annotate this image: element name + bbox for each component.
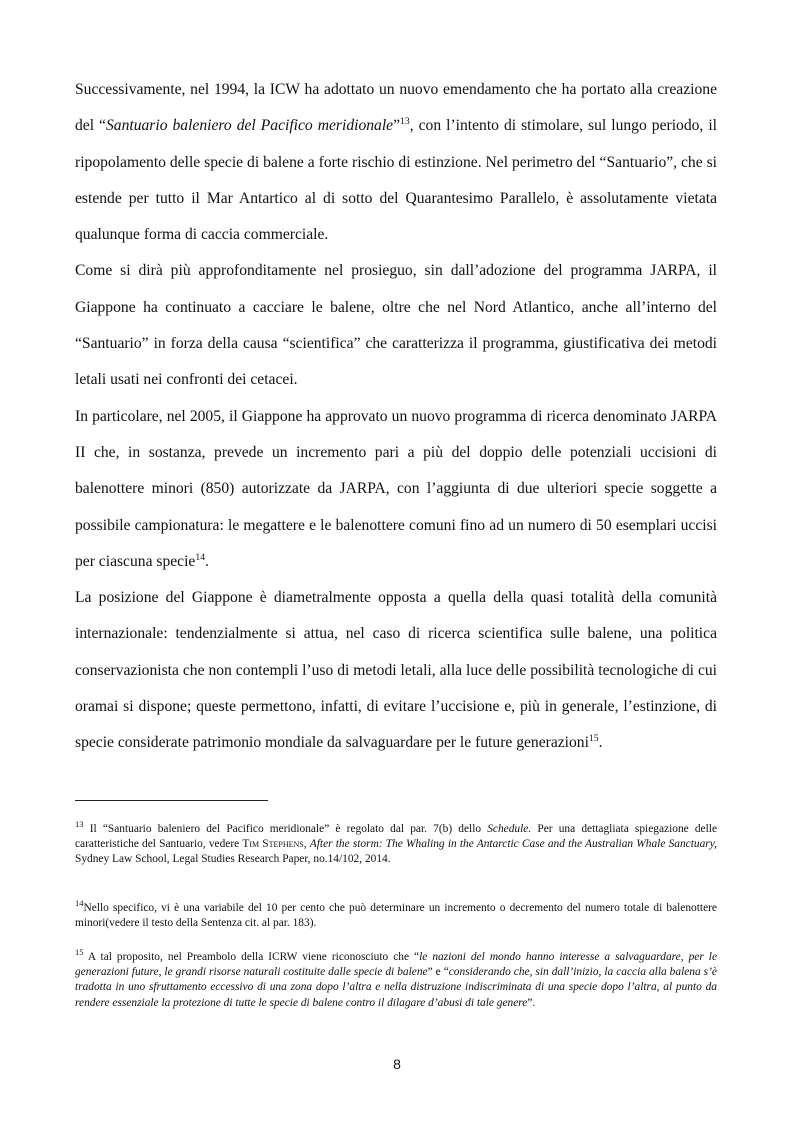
santuario-title: Santuario baleniero del Pacifico meridionale [105, 117, 394, 135]
footnote-separator [75, 800, 268, 801]
paragraph-4: La posizione del Giappone è diametralmente opposta a quella della quasi totalità della comunità internazionale: tendenzialmente si attua, nel caso di ricerca scientifica sulle balene, una politica conservazionista che non contempli l’uso di metodi letali, alla luce delle possibilità tecnologiche di cui oramai si dispone; queste permettono, infatti, di evitare l’uccisione e, più in generale, l’estinzione, di specie considerate patrimonio mondiale da salvaguardare per le future generazioni$^{15}$. [75, 589, 717, 752]
paragraph-2: Come si dirà più approfonditamente nel prosieguo, sin dall’adozione del programma JARPA, il Giappone ha continuato a cacciare le balene, oltre che nel Nord Atlantico, anche all’interno del “Santuario” in forza della causa “scientifica” che caratterizza il programma, giustificativa dei metodi letali usati nei confronti dei cetacei. [75, 262, 717, 389]
footnote-14: $^{14}$Nello specifico, vi è una variabile del 10 per cento che può determinare un incremento o decremento del numero totale di balenottere minori(vedere il testo della Sentenza cit. al par. 183). [75, 898, 717, 930]
paragraph-1: Successivamente, nel 1994, la ICW ha adottato un nuovo emendamento che ha portato alla creazione del “Santuario baleniero del Pacifico meridionale”$^{13}$, con l’intento di stimolare, sul lungo periodo, il ripopolamento delle specie di balene a forte rischio di estinzione. Nel perimetro del “Santuario”, che si estende per tutto il Mar Antartico al di sotto del Quarantesimo Parallelo, è assolutamente vietata qualunque forma di caccia commerciale. [75, 81, 717, 244]
footnote-15: $^{15}$ A tal proposito, nel Preambolo della ICRW viene riconosciuto che “le nazioni del mondo hanno interesse a salvaguardare, per le generazioni future, le grandi risorse naturali costituite dalle specie di balene” e “considerando che, sin dall’inizio, la caccia alla balena s’è tradotta in uno sfruttamento eccessivo di una zona dopo l’altra e nella distruzione indiscriminata di una specie dopo l’altra, al punto da rendere essenziale la protezione di tutte le specie di balene contro il dilagare d’abusi di tale genere”. [75, 947, 718, 1009]
footnote-ref-14[interactable]: 14 [195, 551, 206, 563]
page-number: 8 [393, 1056, 401, 1072]
footnote-ref-15[interactable]: 15 [588, 733, 599, 745]
footnote-ref-13[interactable]: 13 [400, 116, 410, 128]
footnote-number: 14 [75, 898, 84, 909]
footnote-13: $^{13}$ Il “Santuario baleniero del Pacifico meridionale” è regolato dal par. 7(b) dello Schedule. Per una dettagliata spiegazione delle caratteristiche del Santuario, vedere Tim Stephens, After the storm: The Whaling in the Antarctic Case and the Australian Whale Sanctuary, Sydney Law School, Legal Studies Research Paper, no.14/102, 2014. [75, 819, 717, 866]
footnote-number: 15 [75, 947, 84, 958]
body-text [75, 72, 717, 762]
author-name: Tim Stephens [242, 838, 304, 851]
footnote-number: 13 [75, 819, 84, 830]
cited-work-title: After the storm: The Whaling in the Antarctic Case and the Australian Whale Sanctuary, [309, 838, 717, 851]
paragraph-3: In particolare, nel 2005, il Giappone ha approvato un nuovo programma di ricerca denominato JARPA II che, in sostanza, prevede un incremento pari a più del doppio delle potenziali uccisioni di balenottere minori (850) autorizzate da JARPA, con l’aggiunta di due ulteriori specie soggette a possibile campionatura: le megattere e le balenottere comuni fino ad un numero di 50 esemplari uccisi per ciascuna specie$^{14}$. [75, 407, 717, 570]
